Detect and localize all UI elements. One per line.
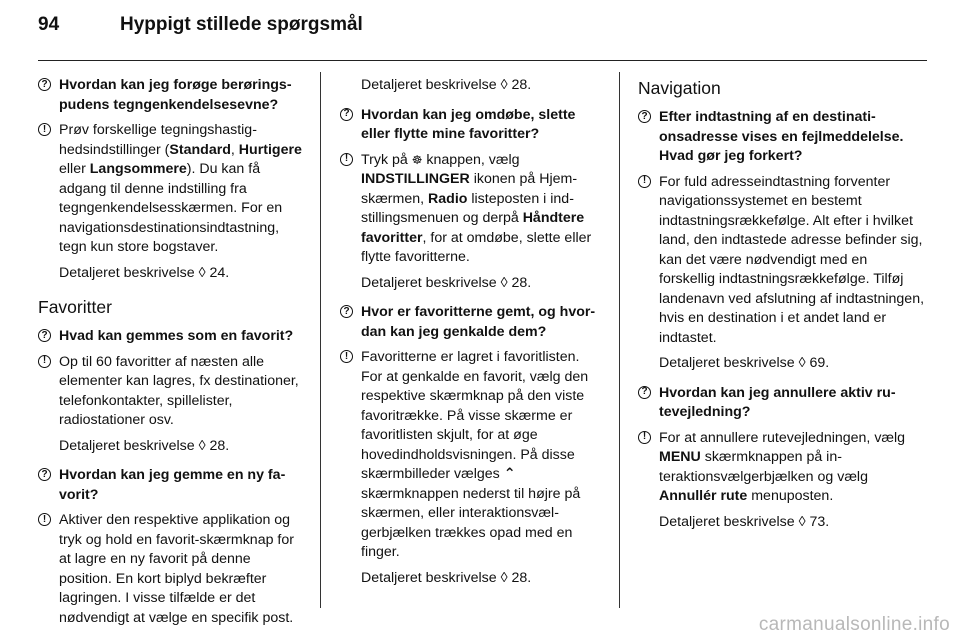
question-text: Hvordan kan jeg forøge berøringspudens tegngenkendelsesevne? [59, 77, 292, 113]
question-mark-icon: ? [638, 386, 651, 399]
exclamation-mark-icon: ! [38, 123, 51, 136]
column-3 [638, 76, 926, 542]
page-number: 94 [38, 14, 60, 35]
answer-item [38, 511, 306, 628]
answer-text: For fuld adresseindtastning forventer navigationssystemet en bestemt indtastningsrækkefølge. Alt efter i hvilket land, den indtastede adresse befinder sig, kan det være nødvendigt med en forskellig indtastningsrækkefølge. Tilføj landenavn ved afslutning af indtastningen, hvis en destination i et andet land er indtastet. [659, 173, 925, 346]
question-item [638, 108, 926, 167]
exclamation-mark-icon: ! [340, 153, 353, 166]
chevron-up-icon: ⌃ [503, 466, 516, 482]
question-mark-icon: ? [38, 78, 51, 91]
answer-item [340, 348, 604, 563]
detail-reference: Detaljeret beskrivelse ◊ 69. [659, 355, 830, 371]
column-divider-2 [619, 72, 620, 608]
question-text: Hvor er favoritterne gemt, og hvordan kan jeg genkalde dem? [361, 304, 596, 340]
question-item [340, 303, 604, 342]
question-text: Hvad kan gemmes som en favorit? [59, 328, 294, 344]
question-item [340, 106, 604, 145]
answer-text: Prøv forskellige tegningshastighedsindstillinger (Standard, Hurtigere eller Langsommere). Du kan få adgang til denne indstilling fra tegngenkendelsesskærmen. For en navigationsdestinationsindtastning, tegn kun store bogstaver. [59, 122, 302, 255]
question-mark-icon: ? [38, 329, 51, 342]
column-1 [38, 76, 306, 634]
answer-item [638, 429, 926, 507]
answer-item [38, 121, 306, 258]
question-mark-icon: ? [38, 468, 51, 481]
answer-item [340, 151, 604, 268]
question-item [38, 76, 306, 115]
exclamation-mark-icon: ! [38, 513, 51, 526]
answer-text: Aktiver den respektive applikation og tryk og hold en favorit-skærmknap for at lagre en ny favorit på denne position. En kort biplyd bekræfter lagringen. I visse tilfælde er det nødvendigt at vælge en specifik post. [59, 512, 294, 626]
exclamation-mark-icon: ! [638, 175, 651, 188]
exclamation-mark-icon: ! [340, 350, 353, 363]
exclamation-mark-icon: ! [38, 355, 51, 368]
answer-text: Tryk på ☸ knappen, vælg INDSTILLINGER ikonen på Hjemskærmen, Radio listeposten i indstillingsmenuen og derpå Håndtere favoritter, for at omdøbe, slette eller flytte favoritterne. [361, 151, 592, 265]
question-text: Hvordan kan jeg gemme en ny favorit? [59, 467, 286, 503]
settings-wheel-icon: ☸ [411, 152, 423, 167]
question-mark-icon: ? [340, 108, 353, 121]
column-divider-1 [320, 72, 321, 608]
exclamation-mark-icon: ! [638, 431, 651, 444]
answer-item [638, 173, 926, 349]
answer-text: Favoritterne er lagret i favoritlisten. For at genkalde en favorit, vælg den respektive skærmknap på den viste favoritrække. På visse skærme er favoritlisten skjult, for at øge hovedindholdsvisningen. På disse skærmbilleder vælges ⌃ skærmknappen nederst til højre på skærmen, eller interaktionsvælgerbjælken trækkes opad med en finger. [361, 349, 589, 560]
watermark: carmanualsonline.info [758, 614, 950, 635]
answer-item [38, 353, 306, 431]
answer-text: For at annullere rutevejledningen, vælg MENU skærmknappen på interaktionsvælgerbjælken og vælg Annullér rute menuposten. [659, 429, 906, 504]
detail-reference: Detaljeret beskrivelse ◊ 24. [59, 264, 230, 281]
section-heading-favorites: Favoritter [38, 297, 112, 317]
question-text: Hvordan kan jeg annullere aktiv rutevejledning? [659, 384, 896, 420]
detail-reference: Detaljeret beskrivelse ◊ 28. [59, 437, 230, 454]
header-rule [38, 60, 927, 61]
question-mark-icon: ? [340, 305, 353, 318]
detail-reference: Detaljeret beskrivelse ◊ 28. [361, 274, 532, 291]
question-item [38, 327, 306, 347]
detail-reference: Detaljeret beskrivelse ◊ 28. [361, 569, 532, 586]
question-item [38, 466, 306, 505]
answer-text: Op til 60 favoritter af næsten alle elementer kan lagres, fx destinationer, telefonkontakter, spillelister, radiostationer osv. [59, 353, 299, 428]
page-header [38, 14, 363, 46]
question-text: Hvordan kan jeg omdøbe, slette eller flytte mine favoritter? [361, 106, 576, 142]
section-heading-navigation: Navigation [638, 78, 721, 98]
detail-reference: Detaljeret beskrivelse ◊ 28. [361, 77, 532, 93]
detail-reference: Detaljeret beskrivelse ◊ 73. [659, 513, 830, 530]
question-item [638, 384, 926, 423]
question-text: Efter indtastning af en destinationsadresse vises en fejlmeddelelse. Hvad gør jeg forkert? [659, 109, 904, 164]
column-2 [340, 76, 604, 598]
page-title: Hyppigt stillede spørgsmål [120, 14, 363, 35]
question-mark-icon: ? [638, 110, 651, 123]
